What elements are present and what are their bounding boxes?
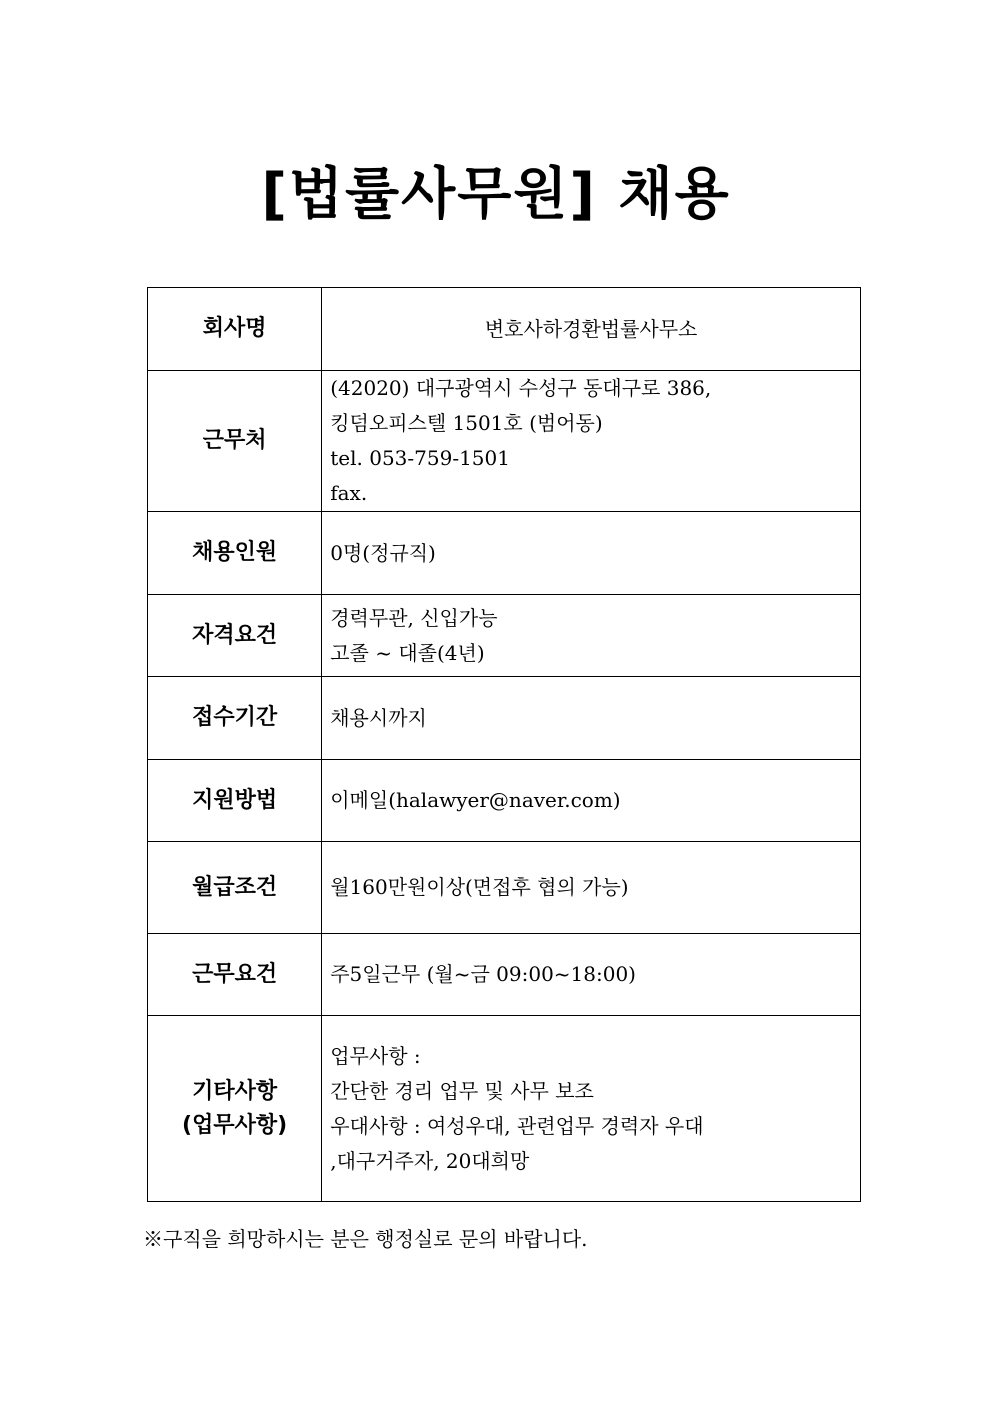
row-label [148, 595, 322, 677]
address-line: (42020) 대구광역시 수성구 동대구로 386, [330, 376, 712, 400]
table-row-application-method [148, 760, 861, 842]
row-value [322, 595, 861, 677]
table-row-workplace [148, 371, 861, 512]
label-text: 기타사항 [192, 1078, 278, 1104]
label-text: 회사명 [202, 316, 267, 341]
row-value [322, 371, 861, 512]
row-value [322, 934, 861, 1016]
value-text: 간단한 경리 업무 및 사무 보조 [330, 1078, 594, 1103]
row-value [322, 677, 861, 760]
row-value [322, 512, 861, 595]
value-text: ,대구거주자, 20대희망 [330, 1148, 530, 1173]
table-row-qualifications [148, 595, 861, 677]
row-label [148, 842, 322, 934]
label-text: 지원방법 [192, 787, 278, 813]
table-row-company [148, 288, 861, 371]
value-text: 경력무관, 신입가능 [330, 605, 498, 630]
label-text: 근무처 [202, 428, 267, 453]
row-value [322, 842, 861, 934]
table-row-work-conditions [148, 934, 861, 1016]
label-text: 근무요건 [192, 961, 278, 987]
company-name: 변호사하경환법률사무소 [484, 316, 698, 341]
row-label [148, 371, 322, 512]
email-text: 이메일(halawyer@naver.com) [330, 788, 621, 812]
label-text: 채용인원 [192, 540, 278, 565]
phone-number: tel. 053-759-1501 [330, 446, 510, 470]
row-label [148, 677, 322, 760]
value-text: 0명(정규직) [330, 540, 436, 565]
row-value [322, 760, 861, 842]
row-label [148, 1016, 322, 1202]
row-value [322, 288, 861, 371]
table-row-application-period [148, 677, 861, 760]
row-label [148, 288, 322, 371]
value-text: 채용시까지 [330, 705, 427, 730]
job-info-table [147, 287, 861, 1202]
label-text: 월급조건 [192, 874, 278, 900]
label-text: 접수기간 [192, 705, 278, 730]
label-subtext: (업무사항) [182, 1112, 288, 1138]
table-row-headcount [148, 512, 861, 595]
table-row-salary [148, 842, 861, 934]
address-building: 킹덤오피스텔 1501호 (범어동) [330, 411, 603, 435]
row-label [148, 934, 322, 1016]
value-text: 업무사항 : [330, 1043, 421, 1068]
row-label [148, 512, 322, 595]
footnote: ※구직을 희망하시는 분은 행정실로 문의 바랍니다. [143, 1227, 588, 1251]
table-row-other [148, 1016, 861, 1202]
row-value [322, 1016, 861, 1202]
value-text: 우대사항 : 여성우대, 관련업무 경력자 우대 [330, 1113, 704, 1138]
value-text: 주5일근무 (월~금 09:00~18:00) [330, 962, 636, 986]
page-title: [법률사무원] 채용 [261, 162, 731, 227]
row-label [148, 760, 322, 842]
value-text: 월160만원이상(면접후 협의 가능) [330, 875, 629, 899]
label-text: 자격요건 [192, 622, 278, 648]
value-text: 고졸 ~ 대졸(4년) [330, 640, 485, 665]
fax-number: fax. [330, 481, 368, 505]
